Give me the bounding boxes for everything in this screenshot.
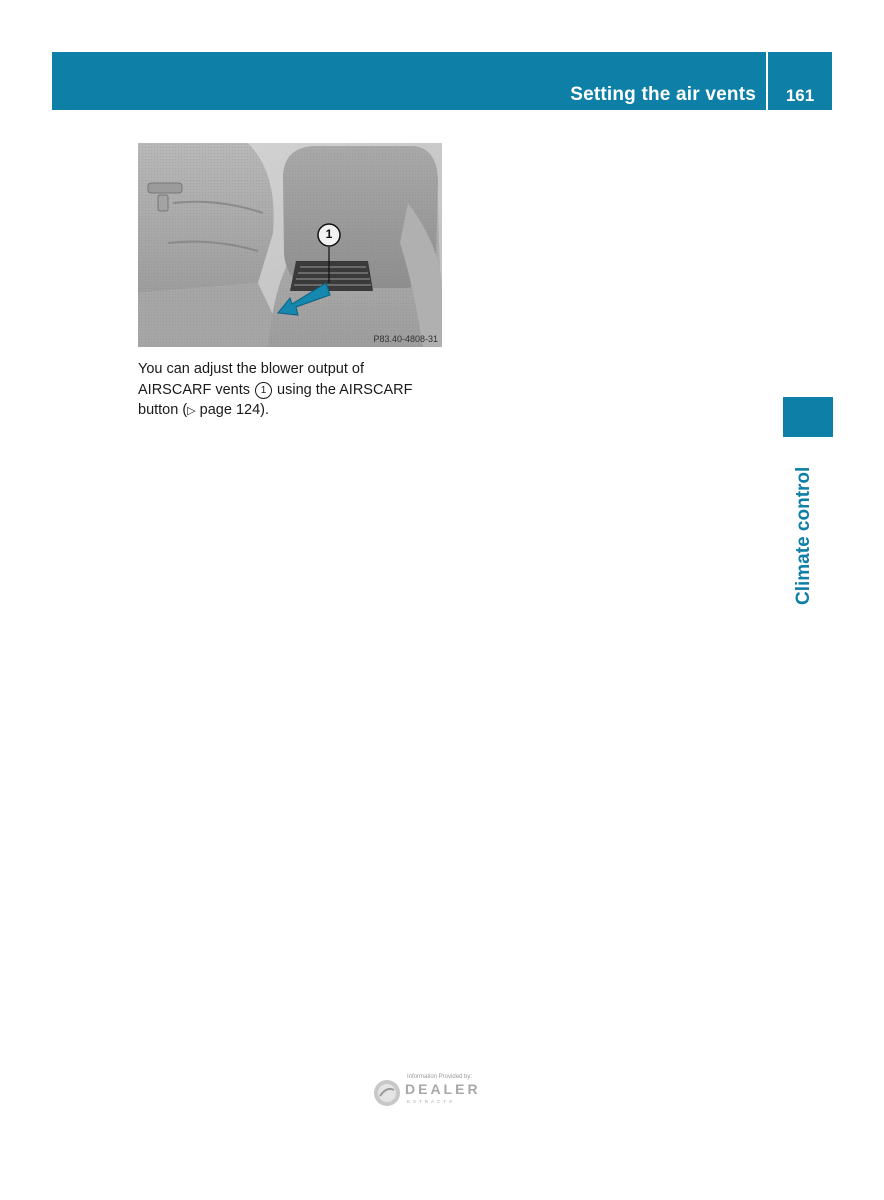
- body-text-part: You can adjust the blower output of AIRSCARF vents: [138, 361, 364, 398]
- body-paragraph: [138, 359, 438, 422]
- inline-callout: 1: [255, 382, 272, 399]
- dealer-watermark-logo: [372, 1074, 512, 1110]
- page-number: 161: [785, 86, 815, 105]
- headrest-illustration: [138, 143, 442, 347]
- headrest-drawing: [138, 143, 442, 347]
- dealer-logo-icon: [372, 1078, 402, 1108]
- body-text-part: page 124).: [195, 402, 270, 418]
- watermark-caption: Information Provided by:: [407, 1074, 473, 1080]
- body-text-part: using the AIRSCARF button (: [138, 381, 413, 418]
- watermark-brand: DEALER: [405, 1081, 481, 1097]
- side-tab-marker: [783, 397, 833, 437]
- header-bar: [52, 52, 766, 110]
- chapter-tab-label: Climate control: [793, 466, 814, 605]
- page-number-box: [768, 52, 832, 110]
- watermark-subtitle: EXTRACTS: [407, 1099, 456, 1104]
- section-title: Setting the air vents: [570, 84, 756, 105]
- figure-code: P83.40-4808-31: [373, 334, 438, 344]
- callout-number: 1: [325, 227, 333, 241]
- page-ref-arrow-icon: ▷: [187, 405, 196, 417]
